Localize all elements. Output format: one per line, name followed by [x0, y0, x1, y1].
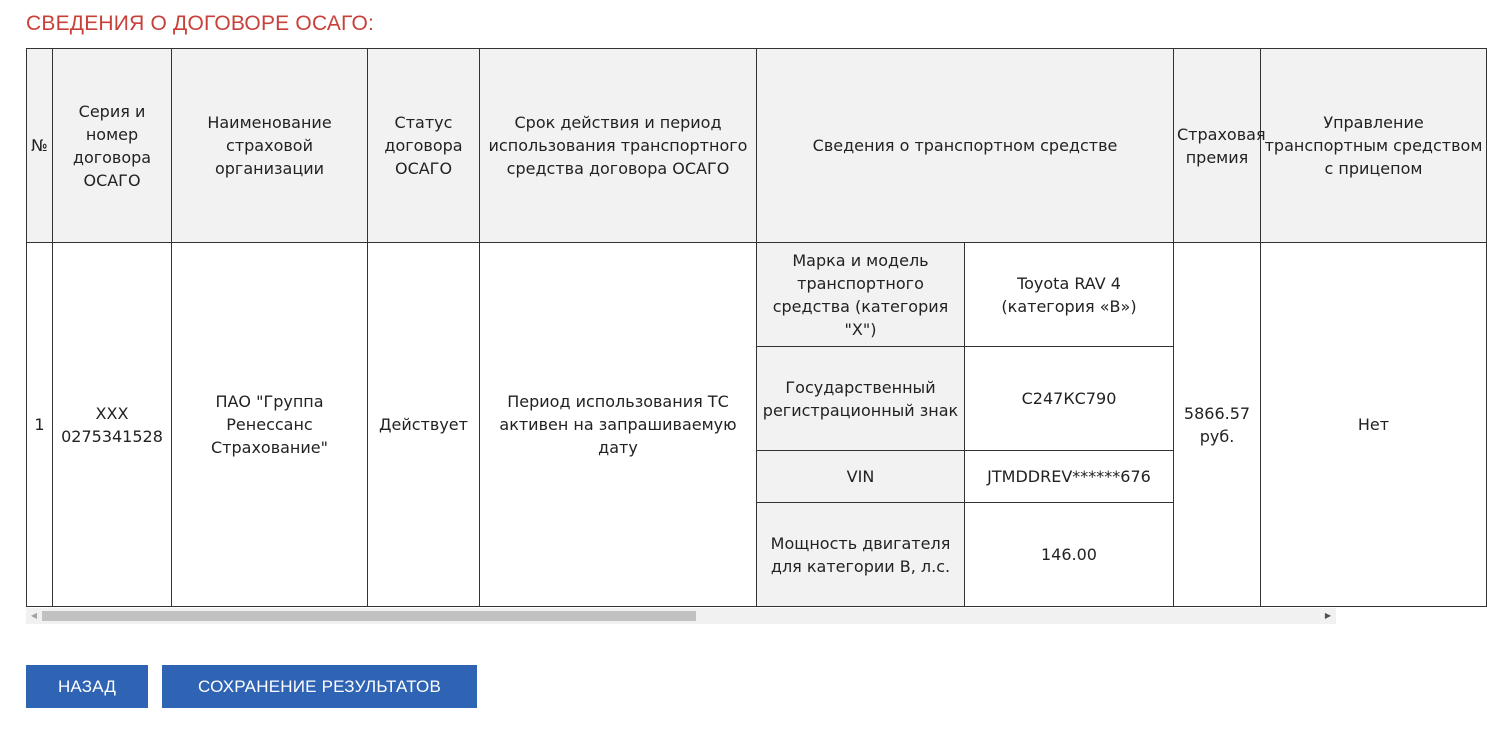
scroll-thumb[interactable] [42, 611, 696, 621]
header-premium: Страховая премия [1174, 49, 1261, 243]
vehicle-label-make-model: Марка и модель транспортного средства (категория "Х") [757, 243, 965, 347]
header-period: Срок действия и период использования транспортного средства договора ОСАГО [480, 49, 757, 243]
horizontal-scrollbar[interactable] [26, 608, 1336, 624]
cell-status: Действует [368, 243, 480, 607]
cell-series-number: XXX 0275341528 [53, 243, 172, 607]
header-num: № [27, 49, 53, 243]
cell-period: Период использования ТС активен на запрашиваемую дату [480, 243, 757, 607]
header-vehicle-info: Сведения о транспортном средстве [757, 49, 1174, 243]
vehicle-label-reg-plate: Государственный регистрационный знак [757, 347, 965, 451]
header-series-number: Серия и номер договора ОСАГО [53, 49, 172, 243]
cell-num: 1 [27, 243, 53, 607]
vehicle-value-engine-power: 146.00 [965, 503, 1174, 607]
table-row [27, 243, 1487, 347]
table-scroll-container[interactable] [26, 48, 1483, 624]
vehicle-value-make-model: Toyota RAV 4 (категория «В») [965, 243, 1174, 347]
vehicle-label-engine-power: Мощность двигателя для категории В, л.с. [757, 503, 965, 607]
vehicle-label-vin: VIN [757, 451, 965, 503]
osago-table [26, 48, 1487, 607]
cell-trailer: Нет [1261, 243, 1487, 607]
header-trailer: Управление транспортным средством с прицепом [1261, 49, 1487, 243]
back-button[interactable]: НАЗАД [26, 665, 148, 708]
header-insurer: Наименование страховой организации [172, 49, 368, 243]
save-results-button[interactable]: СОХРАНЕНИЕ РЕЗУЛЬТАТОВ [162, 665, 477, 708]
scroll-right-arrow-icon[interactable]: ▶ [1324, 611, 1332, 620]
cell-insurer: ПАО "Группа Ренессанс Страхование" [172, 243, 368, 607]
header-status: Статус договора ОСАГО [368, 49, 480, 243]
vehicle-value-vin: JTMDDREV******676 [965, 451, 1174, 503]
page-title: СВЕДЕНИЯ О ДОГОВОРЕ ОСАГО: [26, 12, 375, 35]
table-header-row [27, 49, 1487, 243]
vehicle-value-reg-plate: С247КС790 [965, 347, 1174, 451]
scroll-left-arrow-icon[interactable]: ◀ [30, 611, 38, 620]
cell-premium: 5866.57 руб. [1174, 243, 1261, 607]
